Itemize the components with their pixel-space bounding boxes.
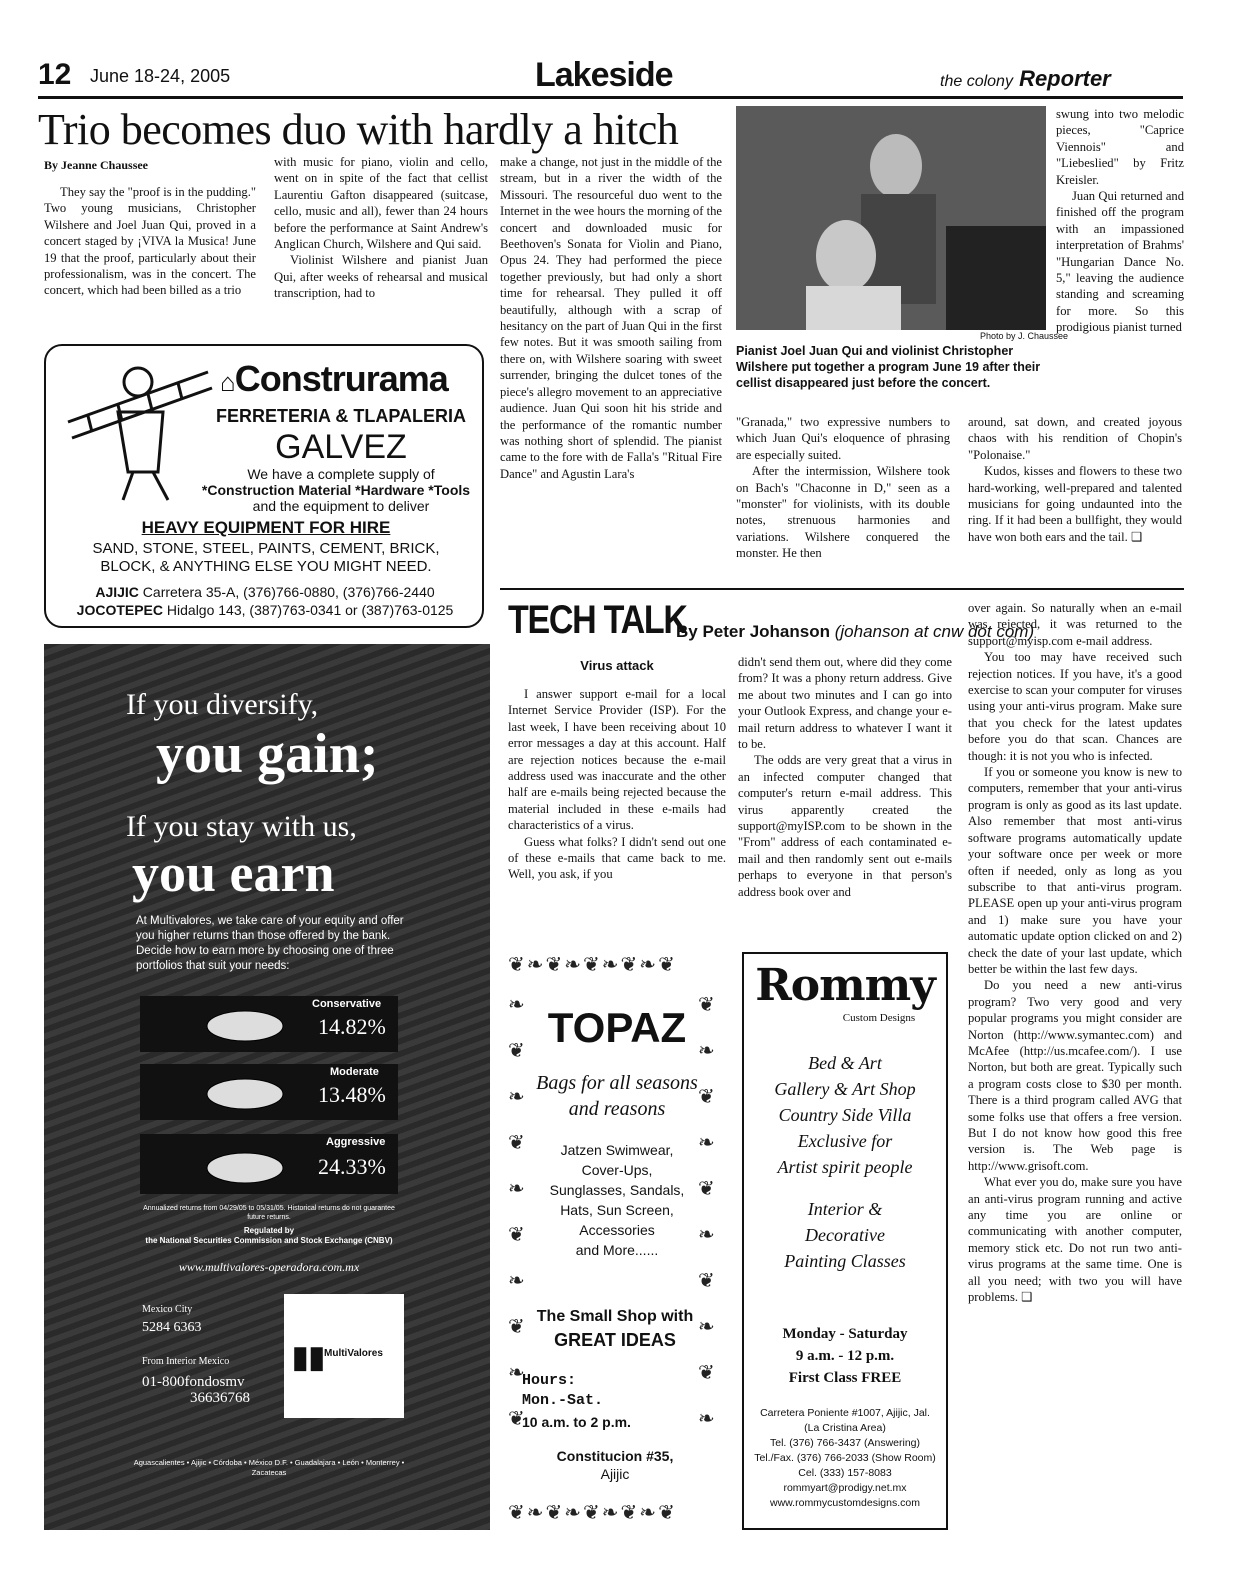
topaz-address-2: Ajijic (600, 1466, 630, 1482)
pie-chart-icon (200, 1004, 290, 1046)
topaz-item: Accessories (579, 1222, 655, 1238)
topaz-time: 10 a.m. to 2 p.m. (522, 1414, 631, 1430)
topaz-name: TOPAZ (547, 1004, 687, 1051)
topaz-hours-label: Hours: (522, 1372, 577, 1389)
ajijic-label: AJIJIC (95, 584, 139, 600)
rommy-contact (744, 1406, 946, 1511)
topaz-days: Mon.-Sat. (522, 1392, 604, 1409)
techtalk-col-2 (738, 654, 952, 900)
rommy-web: www.rommycustomdesigns.com (770, 1497, 920, 1509)
reporter-prefix: the colony (940, 73, 1013, 90)
mv-cities: Aguascalientes • Ajijic • Córdoba • México D.F. • Guadalajara • León • Monterrey • Zacatecas (133, 1458, 405, 1477)
article-paragraph: around, sat down, and created joyous chaos with his rendition of Chopin's "Polonaise." (968, 415, 1182, 462)
page-number: 12 (38, 58, 72, 91)
mv-regulated: Regulated by (243, 1226, 295, 1235)
topaz-items (528, 1140, 706, 1260)
techtalk-paragraph: You too may have received such rejection notices. If you have, it's a good exercise to scan your computer for viruses using your anti-virus program. Make sure that you check for the latest updates before you do that scan. Chances are though: it is not you who is infected. (968, 650, 1182, 763)
rommy-days: Monday - Saturday (782, 1326, 908, 1342)
techtalk-paragraph: didn't send them out, where did they come from? It was a phony return address. Give me about two minutes and I can go into your Outlook Express, and change your e-mail return address to whatever I want it to be. (738, 655, 952, 752)
mv-city-phone: 5284 6363 (142, 1320, 202, 1335)
techtalk-paragraph: The odds are very great that a virus in an infected computer changed that computer's return e-mail address. This virus apparently created the support@myISP.com to be shown in the "From" address of each contaminated e-mail and then randomly sent out e-mails perhaps to everyone in that person's address book over and (738, 753, 952, 899)
article-col-4 (736, 414, 950, 562)
leaf-border-left-icon: ❧ ❦ ❧ ❦ ❧ ❦ ❧ ❦ ❧ ❦ (508, 994, 525, 1430)
rommy-email: rommyart@prodigy.net.mx (783, 1482, 907, 1494)
photo-credit: Photo by J. Chaussee (980, 331, 1069, 341)
mv-headline-1: If you diversify, (126, 688, 319, 721)
topaz-great-ideas: GREAT IDEAS (554, 1330, 676, 1350)
rommy-line: Exclusive for (797, 1131, 893, 1151)
mv-headline-2: you gain; (156, 723, 379, 785)
construrama-line2: We have a complete supply of (247, 466, 435, 482)
concert-photo (736, 106, 1046, 330)
mv-interior-phone-2: 36636768 (190, 1390, 250, 1406)
mv-headline-4: you earn (132, 843, 335, 903)
techtalk-subhead: Virus attack (580, 658, 654, 673)
techtalk-col-3 (968, 600, 1182, 1305)
construrama-ajijic (50, 584, 480, 600)
topaz-small-shop: The Small Shop with (536, 1308, 694, 1325)
photo-caption: Pianist Joel Juan Qui and violinist Christopher Wilshere put together a program June 19 after their cellist disappeared just before the concert. (736, 344, 1041, 390)
article-col-3 (500, 154, 722, 482)
mv-portfolio-row (140, 996, 398, 1052)
rommy-lines (744, 1050, 946, 1274)
construrama-name: GALVEZ (275, 428, 407, 466)
mv-headline-3: If you stay with us, (126, 810, 357, 843)
article-col-5-bottom (968, 414, 1182, 545)
worker-ladder-icon (58, 352, 218, 502)
article-byline: By Jeanne Chaussee (44, 158, 149, 172)
rommy-tel: Tel. (376) 766-3437 (Answering) (770, 1437, 920, 1449)
reporter-logo (940, 66, 1111, 92)
rommy-line: Painting Classes (784, 1251, 906, 1271)
article-paragraph: with music for piano, violin and cello, went on in spite of the fact that cellist Laurentiu Gafton disappeared (suitcase, cello, music and all), fewer than 24 hours before the performance at Saint Andrew's Anglican Church, Wilshere and Qui said. (274, 155, 488, 252)
techtalk-paragraph: Guess what folks? I didn't send out one of these e-mails that came back to me. Well, you ask, if you (508, 834, 726, 882)
rommy-line: Country Side Villa (778, 1105, 912, 1125)
musicians-illustration (736, 106, 1046, 330)
leaf-border-top-icon: ❦❧❦❧❦❧❦❧❦ (508, 954, 677, 976)
house-icon: ⌂ (220, 367, 235, 397)
article-paragraph: Violinist Wilshere and pianist Juan Qui, after weeks of rehearsal and musical transcription, had to (274, 253, 488, 301)
mv-interior-phone-1: 01-800fondosmv (142, 1374, 245, 1390)
topaz-address-1: Constitucion #35, (556, 1448, 674, 1464)
rommy-cel: Cel. (333) 157-8083 (798, 1467, 892, 1479)
jocotepec-address: Hidalgo 143, (387)763-0341 or (387)763-0125 (166, 602, 454, 618)
topaz-item: Sunglasses, Sandals, (549, 1182, 685, 1198)
techtalk-email: (johanson at cnw dot com) (834, 622, 1035, 641)
article-paragraph: They say the "proof is in the pudding." Two young musicians, Christopher Wilshere and Joel Juan Qui, proved in a concert staged by ¡VIVA la Musica! June 19 that the proof, particularly about their professionalism, was in the concert. The concert, which had been billed as a trio (44, 185, 256, 298)
mv-regulator: the National Securities Commission and Stock Exchange (CNBV) (145, 1236, 393, 1245)
pie-chart-icon (200, 1072, 290, 1114)
techtalk-author: By Peter Johanson (676, 622, 830, 641)
topaz-tagline-2: and reasons (568, 1098, 666, 1120)
article-col-1 (44, 184, 256, 299)
mv-portfolio-rate: 14.82% (318, 1014, 386, 1039)
leaf-border-right-icon: ❦ ❧ ❦ ❧ ❦ ❧ ❦ ❧ ❦ ❧ (698, 994, 715, 1430)
topaz-tagline-1: Bags for all seasons (536, 1072, 698, 1094)
construrama-heavy: HEAVY EQUIPMENT FOR HIRE (141, 518, 391, 537)
rommy-line: Gallery & Art Shop (774, 1079, 916, 1099)
article-paragraph: make a change, not just in the middle of the stream, but in a river the width of the Missouri. The resourceful duo went to the Internet in the wee hours the morning of the concert and downloaded music for Beethoven's Sonata for Violin and Piano, Opus 24. They had performed the piece together previously, but had only a short time for rehearsal. They pulled it off beautifully, although with a scrap of hesitancy on the part of Juan Qui in the first few notes. But it was smooth sailing from there on, with Wilshere soaring with sweet surrender, bringing the dulcet tones of the piece's allegro movement to an appreciative audience. Juan Qui soon hit his stride and the performance of the romantic number was nothing short of splendid. The pianist came to the fore with de Falla's "Ritual Fire Dance" and Agustin Lara's (500, 155, 722, 481)
rommy-fax: Tel./Fax. (376) 766-2033 (Show Room) (754, 1452, 936, 1464)
topaz-item: Cover-Ups, (581, 1162, 653, 1178)
article-col-2 (274, 154, 488, 302)
multivalores-ad (44, 644, 490, 1530)
mv-city-label: Mexico City (142, 1304, 193, 1315)
rommy-address-2: (La Cristina Area) (804, 1422, 886, 1434)
rommy-address-1: Carretera Poniente #1007, Ajijic, Jal. (760, 1407, 930, 1419)
multivalores-logo-icon: ▮▮ (292, 1341, 326, 1374)
construrama-jocotepec (50, 602, 480, 618)
construrama-ad (44, 344, 484, 628)
topaz-item: and More...... (575, 1242, 659, 1258)
leaf-border-bottom-icon: ❦❧❦❧❦❧❦❧❦ (508, 1502, 677, 1524)
article-headline: Trio becomes duo with hardly a hitch (38, 105, 679, 154)
techtalk-title: TECH TALK (508, 598, 687, 642)
rommy-name: Rommy (755, 960, 935, 1011)
mv-logo-text: MultiValores (324, 1348, 383, 1359)
construrama-line1: FERRETERIA & TLAPALERIA (216, 406, 466, 426)
article-paragraph: Juan Qui returned and finished off the program with an impassioned interpretation of Brahms' "Hungarian Dance No. 5," leaving the audience standing and screaming for more. So this prodigious pianist turned (1056, 189, 1184, 335)
topaz-item: Jatzen Swimwear, (560, 1142, 674, 1158)
article-col-5-top (1056, 106, 1184, 336)
issue-date: June 18-24, 2005 (90, 66, 231, 86)
mv-portfolio-name: Conservative (312, 998, 382, 1010)
ajijic-address: Carretera 35-A, (376)766-0880, (376)766-2440 (142, 584, 435, 600)
topaz-ad (508, 952, 722, 1530)
mv-fine-print: Annualized returns from 04/29/05 to 05/31/05. Historical returns do not guarantee future returns. (143, 1205, 395, 1221)
construrama-brand: Construrama (234, 358, 448, 399)
mv-portfolio-row (140, 1134, 398, 1194)
article-paragraph: swung into two melodic pieces, "Caprice Viennois" and "Liebeslied" by Fritz Kreisler. (1056, 107, 1184, 187)
reporter-name: Reporter (1019, 66, 1111, 91)
mv-interior-label: From Interior Mexico (142, 1356, 230, 1367)
mv-portfolio-row (140, 1064, 398, 1120)
mv-body: At Multivalores, we take care of your equity and offer you higher returns than those offered by the bank. Decide how to earn more by choosing one of three portfolios that suit your needs: (136, 915, 404, 972)
mv-logo-box (284, 1294, 404, 1418)
mv-portfolio-name: Moderate (330, 1066, 379, 1078)
mv-url: www.multivalores-operadora.com.mx (178, 1260, 360, 1274)
pie-chart-icon (200, 1144, 290, 1188)
techtalk-paragraph: Do you need a new anti-virus program? Two very good and very popular programs you might consider are Norton (http://www.symantec.com) and McAfee (http://us.mcafee.com/). I use Norton, but both are great. Typically such a program costs close to $30 per month. There is a third program called AVG that some folks use that offers a free version. But I do not know how good this free version is. The Web page is http://www.grisoft.com. (968, 978, 1182, 1173)
mv-portfolio-name: Aggressive (326, 1136, 386, 1148)
rommy-ad (742, 952, 948, 1530)
topaz-item: Hats, Sun Screen, (560, 1202, 674, 1218)
construrama-line4: and the equipment to deliver (252, 498, 430, 514)
mv-portfolio-rate: 13.48% (318, 1082, 386, 1107)
construrama-logo (220, 358, 448, 400)
construrama-list1: SAND, STONE, STEEL, PAINTS, CEMENT, BRICK, (92, 540, 440, 557)
masthead-logo: Lakeside (535, 56, 673, 94)
article-paragraph: Kudos, kisses and flowers to these two hard-working, well-prepared and talented musicians for going undaunted into the ring. If it had been a bullfight, they would have won both ears and the tail. ❑ (968, 464, 1182, 544)
rommy-line: Bed & Art (808, 1053, 882, 1073)
techtalk-col-1 (508, 686, 726, 883)
construrama-list2: BLOCK, & ANYTHING ELSE YOU MIGHT NEED. (100, 558, 432, 575)
rommy-line: Artist spirit people (777, 1157, 913, 1177)
mv-portfolio-rate: 24.33% (318, 1154, 386, 1179)
jocotepec-label: JOCOTEPEC (76, 602, 164, 618)
techtalk-paragraph: What ever you do, make sure you have an anti-virus program running and active any time you are online or communicating with another computer, memory stick etc. Do not run two anti-virus programs at the same time. One is all you need; with two you will have problems. ❑ (968, 1175, 1182, 1305)
header-rule (38, 96, 1183, 99)
techtalk-paragraph: I answer support e-mail for a local Internet Service Provider (ISP). For the last week, I have been receiving about 10 error messages a day at this account. Half are rejection notices because the e-mail address used was inaccurate and the other half are e-mails being rejected because the material included in these e-mails had characteristics of a virus. (508, 687, 726, 833)
techtalk-paragraph: over again. So naturally when an e-mail was rejected, it was returned to the support@myisp.com e-mail address. (968, 601, 1182, 648)
rommy-hours: 9 a.m. - 12 p.m. (795, 1348, 895, 1364)
construrama-line3: *Construction Material *Hardware *Tools (201, 482, 471, 498)
rommy-free-class: First Class FREE (788, 1370, 902, 1386)
rommy-line: Decorative (805, 1225, 885, 1245)
article-paragraph: "Granada," two expressive numbers to which Juan Qui's eloquence of phrasing are especially suited. (736, 415, 950, 462)
rommy-line: Interior & (807, 1199, 883, 1219)
rommy-sub: Custom Designs (842, 1012, 916, 1024)
techtalk-paragraph: If you or someone you know is new to computers, remember that your anti-virus program is only as good as its last update. Also remember that most anti-virus software programs automatically update your software once per week or more often if needed, only as long as you subscribe to that anti-virus program. PLEASE open up your anti-virus program and 1) make sure you have your automatic update option clicked on and 2) check the date of your last update, which better be within the last few days. (968, 765, 1182, 976)
article-paragraph: After the intermission, Wilshere took on Bach's "Chaconne in D," seen as a "monster" for violinists, with its double notes, strenuous harmonies and variations. Wilshere conquered the monster. He then (736, 464, 950, 561)
section-divider (500, 588, 1184, 590)
